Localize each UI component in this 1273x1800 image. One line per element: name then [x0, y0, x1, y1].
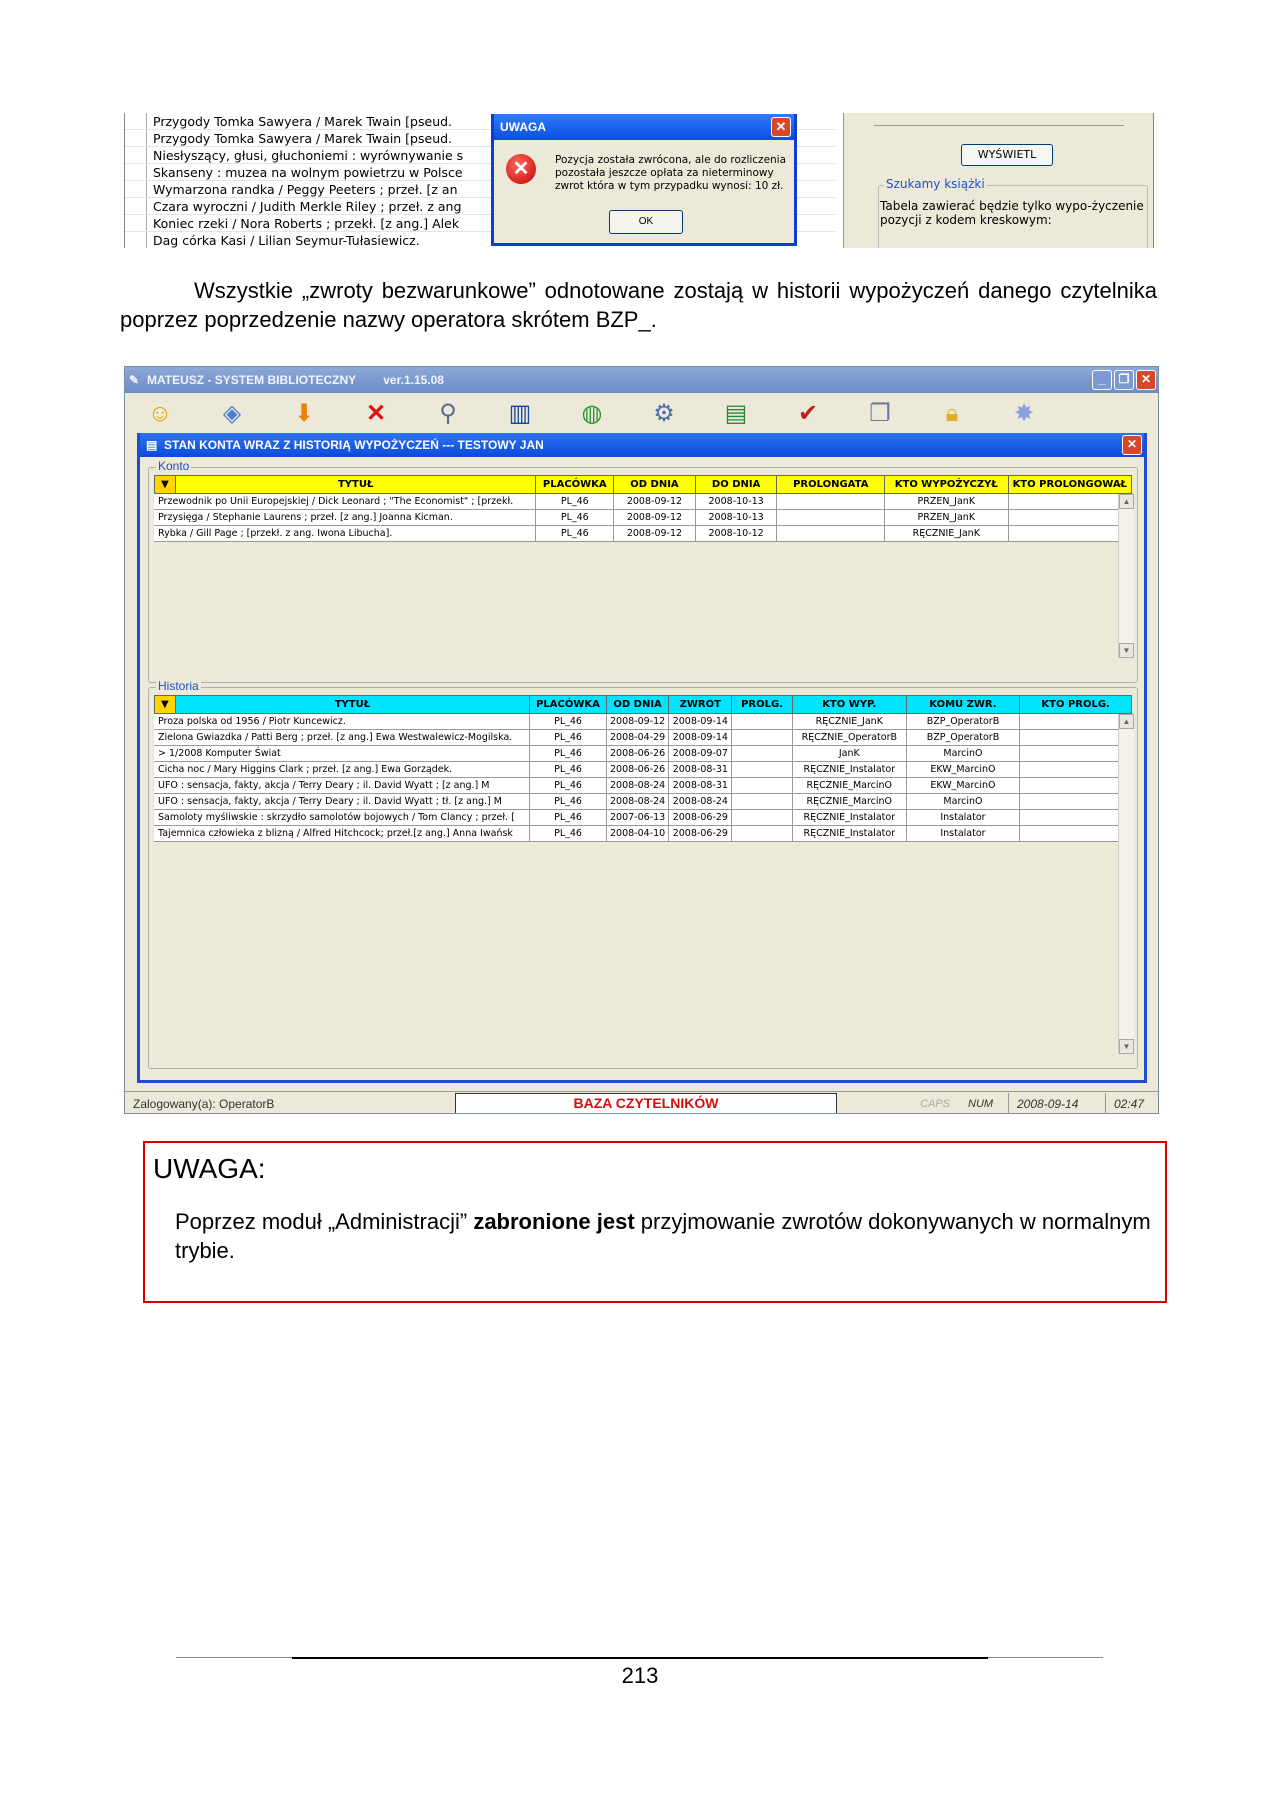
table-cell: 2008-08-24: [669, 794, 732, 810]
column-header[interactable]: TYTUŁ: [176, 695, 531, 714]
table-cell: Przysięga / Stephanie Laurens ; przeł. [z ang.] Joanna Kicman.: [154, 510, 536, 526]
table-cell: 2008-06-26: [607, 746, 670, 762]
list-item[interactable]: [125, 113, 493, 130]
table-cell: 2008-04-29: [607, 730, 670, 746]
lock-icon[interactable]: 🔒︎: [945, 400, 959, 427]
table-cell: [732, 778, 793, 794]
lightbulb-icon[interactable]: ✸: [1013, 400, 1035, 427]
table-header: [154, 695, 1132, 714]
app-title-text: MATEUSZ - SYSTEM BIBLIOTECZNY: [147, 373, 356, 387]
page-number: 213: [621, 1663, 659, 1688]
table-cell: PL_46: [530, 778, 606, 794]
close-icon[interactable]: ✕: [1136, 370, 1156, 390]
table-cell: [732, 794, 793, 810]
list-item-title: Czara wyroczni / Judith Merkle Riley ; przeł. z ang: [153, 199, 462, 214]
table-cell: [777, 494, 885, 510]
dialog-title-text: UWAGA: [500, 120, 546, 134]
list-item[interactable]: [125, 147, 493, 164]
table-cell: BZP_OperatorB: [907, 730, 1021, 746]
num-indicator: NUM: [968, 1098, 994, 1110]
table-cell: [732, 810, 793, 826]
table-cell: 2008-04-10: [607, 826, 670, 842]
logged-user: Zalogowany(a): OperatorB: [133, 1097, 275, 1111]
table-cell: 2008-08-24: [607, 778, 670, 794]
table-cell: [1009, 510, 1133, 526]
table-cell: RĘCZNIE_JanK: [885, 526, 1009, 542]
konto-table: [154, 475, 1132, 675]
table-row[interactable]: [154, 810, 1132, 826]
scroll-down-icon[interactable]: ▼: [1119, 1039, 1134, 1054]
app-titlebar: [125, 367, 1158, 393]
toolbar: [125, 393, 1158, 433]
app-version: ver.1.15.08: [383, 373, 444, 387]
warning-dialog: [491, 114, 797, 246]
table-cell: Cicha noc / Mary Higgins Clark ; przeł. [z ang.] Ewa Gorządek.: [154, 762, 530, 778]
table-cell: 2008-06-29: [669, 826, 732, 842]
dropdown-arrow-icon[interactable]: ▼: [154, 695, 176, 714]
table-cell: [777, 526, 885, 542]
table-cell: 2008-08-24: [607, 794, 670, 810]
book-list: [125, 113, 493, 248]
table-cell: [1020, 778, 1132, 794]
chart-icon[interactable]: ▤: [724, 400, 748, 427]
table-cell: PL_46: [536, 510, 614, 526]
table-cell: PL_46: [536, 494, 614, 510]
search-group-text: Tabela zawierać będzie tylko wypo-życzenie pozycji z kodem kreskowym:: [880, 199, 1144, 227]
table-cell: EKW_MarcinO: [907, 762, 1021, 778]
window-titlebar: [140, 433, 1144, 457]
column-header[interactable]: PLACÓWKA: [536, 475, 614, 494]
table-row[interactable]: [154, 510, 1132, 526]
table-row[interactable]: [154, 794, 1132, 810]
column-header[interactable]: KOMU ZWR.: [907, 695, 1021, 714]
table-cell: Instalator: [907, 810, 1021, 826]
table-row[interactable]: [154, 778, 1132, 794]
list-item-title: Koniec rzeki / Nora Roberts ; przekł. [z ang.] Alek: [153, 216, 460, 231]
table-cell: [732, 730, 793, 746]
column-header[interactable]: PROLONGATA: [777, 475, 885, 494]
table-cell: [732, 714, 793, 730]
table-cell: RĘCZNIE_Instalator: [793, 826, 907, 842]
scroll-down-icon[interactable]: ▼: [1119, 643, 1134, 658]
dropdown-arrow-icon[interactable]: ▼: [154, 475, 176, 494]
globe-icon[interactable]: ◍: [581, 400, 603, 427]
table-cell: 2008-08-31: [669, 762, 732, 778]
table-cell: PL_46: [530, 746, 606, 762]
table-cell: PL_46: [536, 526, 614, 542]
table-cell: PL_46: [530, 714, 606, 730]
search-group-label: Szukamy książki: [886, 177, 985, 191]
book-tag-icon[interactable]: ◈: [222, 400, 242, 427]
table-cell: 2008-09-12: [614, 510, 696, 526]
table-cell: Tajemnica człowieka z blizną / Alfred Hitchcock; przeł.[z ang.] Anna Iwańsk: [154, 826, 530, 842]
table-cell: [1020, 714, 1132, 730]
table-cell: Zielona Gwiazdka / Patti Berg ; przeł. [z ang.] Ewa Westwalewicz-Mogilska.: [154, 730, 530, 746]
table-cell: RĘCZNIE_Instalator: [793, 810, 907, 826]
warning-note: [143, 1141, 1167, 1303]
list-item-title: Niesłyszący, głusi, głuchoniemi : wyrównywanie s: [153, 148, 464, 163]
table-cell: 2008-09-07: [669, 746, 732, 762]
table-cell: 2008-09-12: [614, 526, 696, 542]
table-cell: Proza polska od 1956 / Piotr Kuncewicz.: [154, 714, 530, 730]
dialog-message: Pozycja została zwrócona, ale do rozliczenia pozostała jeszcze opłata za nieterminowy zwrot która w tym przypadku wynosi: 10 zł.: [555, 154, 787, 192]
historia-table: [154, 695, 1132, 845]
column-header[interactable]: KTO PROLG.: [1020, 695, 1132, 714]
table-cell: [1020, 730, 1132, 746]
table-cell: [732, 826, 793, 842]
column-header[interactable]: KTO WYP.: [793, 695, 907, 714]
column-header[interactable]: OD DNIA: [607, 695, 670, 714]
table-cell: PL_46: [530, 826, 606, 842]
table-cell: RĘCZNIE_OperatorB: [793, 730, 907, 746]
table-row[interactable]: [154, 762, 1132, 778]
search-icon[interactable]: ⚲: [439, 400, 457, 427]
table-cell: 2008-06-26: [607, 762, 670, 778]
scroll-up-icon[interactable]: ▲: [1119, 714, 1134, 729]
table-cell: 2008-10-13: [696, 494, 778, 510]
footer-rule-bold: [292, 1657, 988, 1659]
body-paragraph: Wszystkie „zwroty bezwarunkowe” odnotowane zostają w historii wypożyczeń danego czytelnika poprzez poprzedzenie nazwy operatora skrótem BZP_.: [120, 278, 1157, 332]
app-icon: ✎: [129, 373, 140, 387]
table-cell: 2008-09-14: [669, 730, 732, 746]
table-cell: 2008-06-29: [669, 810, 732, 826]
table-cell: RĘCZNIE_MarcinO: [793, 778, 907, 794]
list-item[interactable]: [125, 215, 493, 232]
historia-scrollbar[interactable]: [1118, 714, 1134, 1054]
list-item-title: Wymarzona randka / Peggy Peeters ; przeł. [z an: [153, 182, 458, 197]
minimize-icon[interactable]: _: [1092, 370, 1112, 390]
table-cell: JanK: [793, 746, 907, 762]
caps-indicator: CAPS: [920, 1098, 950, 1110]
delete-icon[interactable]: ✕: [365, 400, 387, 427]
smiley-icon[interactable]: ☺: [147, 400, 173, 427]
table-cell: EKW_MarcinO: [907, 778, 1021, 794]
column-header[interactable]: PROLG.: [732, 695, 793, 714]
table-cell: [777, 510, 885, 526]
list-item-title: Skanseny : muzea na wolnym powietrzu w Polsce: [153, 165, 463, 180]
column-header[interactable]: KTO PROLONGOWAŁ: [1009, 475, 1133, 494]
table-row[interactable]: [154, 526, 1132, 542]
table-cell: [732, 762, 793, 778]
down-arrow-icon[interactable]: ⬇: [293, 400, 315, 427]
list-column-extra: [797, 113, 835, 248]
table-cell: [1020, 762, 1132, 778]
table-cell: 2007-06-13: [607, 810, 670, 826]
account-history-window: [137, 433, 1147, 1083]
column-header[interactable]: TYTUŁ: [176, 475, 537, 494]
error-icon: ✕: [506, 154, 536, 184]
table-cell: Instalator: [907, 826, 1021, 842]
column-header[interactable]: ZWROT: [669, 695, 732, 714]
wyswietl-button[interactable]: WYŚWIETL: [961, 144, 1053, 166]
note-body: [175, 1207, 1165, 1265]
note-text-after: przyjmowanie zwrotów dokonywanych w normalnym trybie.: [175, 1209, 1151, 1263]
table-cell: RĘCZNIE_Instalator: [793, 762, 907, 778]
table-cell: [1020, 794, 1132, 810]
note-heading: UWAGA:: [153, 1153, 266, 1184]
ok-button[interactable]: OK: [609, 210, 683, 234]
window-title-text: STAN KONTA WRAZ Z HISTORIĄ WYPOŻYCZEŃ --- TESTOWY JAN: [164, 438, 544, 452]
table-cell: UFO : sensacja, fakty, akcja / Terry Deary ; il. David Wyatt ; tł. [z ang.] M: [154, 794, 530, 810]
document-icon: ▤: [146, 438, 158, 452]
list-item[interactable]: [125, 130, 493, 147]
table-row[interactable]: [154, 746, 1132, 762]
column-header[interactable]: KTO WYPOŻYCZYŁ: [885, 475, 1009, 494]
database-name: BAZA CZYTELNIKÓW: [455, 1093, 837, 1114]
dialog-close-icon[interactable]: ✕: [771, 117, 791, 137]
column-header[interactable]: PLACÓWKA: [530, 695, 606, 714]
table-header: [154, 475, 1132, 494]
table-cell: 2008-10-12: [696, 526, 778, 542]
table-cell: PL_46: [530, 794, 606, 810]
table-cell: PRZEN_JanK: [885, 510, 1009, 526]
table-cell: [1009, 494, 1133, 510]
status-date: 2008-09-14: [1008, 1093, 1104, 1114]
table-cell: PL_46: [530, 762, 606, 778]
table-cell: [1020, 826, 1132, 842]
table-cell: 2008-08-31: [669, 778, 732, 794]
table-cell: Samoloty myśliwskie : skrzydło samolotów bojowych / Tom Clancy ; przeł. [: [154, 810, 530, 826]
table-cell: UFO : sensacja, fakty, akcja / Terry Deary ; il. David Wyatt ; [z ang.] M: [154, 778, 530, 794]
column-header[interactable]: DO DNIA: [696, 475, 778, 494]
table-row[interactable]: [154, 730, 1132, 746]
table-cell: 2008-10-13: [696, 510, 778, 526]
konto-label: Konto: [158, 459, 190, 473]
list-item[interactable]: [125, 164, 493, 181]
documents-icon[interactable]: ❐: [869, 400, 891, 427]
table-cell: BZP_OperatorB: [907, 714, 1021, 730]
right-panel: [843, 113, 1154, 248]
list-item-title: Przygody Tomka Sawyera / Marek Twain [pseud.: [153, 131, 453, 146]
column-header[interactable]: OD DNIA: [614, 475, 696, 494]
list-item[interactable]: [125, 198, 493, 215]
konto-scrollbar[interactable]: [1118, 494, 1134, 658]
calendar-check-icon[interactable]: ✔: [797, 400, 819, 427]
list-item[interactable]: [125, 181, 493, 198]
table-cell: [1020, 746, 1132, 762]
table-cell: 2008-09-12: [607, 714, 670, 730]
gears-icon[interactable]: ⚙: [653, 400, 675, 427]
table-cell: [1009, 526, 1133, 542]
restore-icon[interactable]: ❐: [1114, 370, 1134, 390]
table-row[interactable]: [154, 714, 1132, 730]
table-cell: PL_46: [530, 730, 606, 746]
status-bar: [125, 1091, 1158, 1114]
table-cell: RĘCZNIE_JanK: [793, 714, 907, 730]
table-cell: [732, 746, 793, 762]
table-cell: 2008-09-14: [669, 714, 732, 730]
table-cell: MarcinO: [907, 746, 1021, 762]
table-cell: MarcinO: [907, 794, 1021, 810]
dialog-title: [494, 114, 794, 140]
list-item-title: Przygody Tomka Sawyera / Marek Twain [pseud.: [153, 114, 453, 129]
table-cell: [1020, 810, 1132, 826]
table-row[interactable]: [154, 494, 1132, 510]
scroll-up-icon[interactable]: ▲: [1119, 494, 1134, 509]
table-cell: 2008-09-12: [614, 494, 696, 510]
window-close-icon[interactable]: ✕: [1122, 435, 1142, 455]
table-cell: Rybka / Gill Page ; [przekł. z ang. Iwona Libucha].: [154, 526, 536, 542]
table-cell: > 1/2008 Komputer Świat: [154, 746, 530, 762]
table-cell: PL_46: [530, 810, 606, 826]
note-text-bold: zabronione jest: [473, 1209, 635, 1234]
historia-label: Historia: [158, 679, 199, 693]
note-text-before: Poprzez moduł „Administracji”: [175, 1209, 474, 1234]
list-item[interactable]: [125, 232, 493, 248]
table-row[interactable]: [154, 826, 1132, 842]
table-cell: RĘCZNIE_MarcinO: [793, 794, 907, 810]
list-item-title: Dag córka Kasi / Lilian Seymur-Tułasiewicz.: [153, 233, 420, 248]
app-window: [124, 366, 1159, 1114]
screenshot-return-dialog: [124, 113, 1154, 248]
table-cell: Przewodnik po Unii Europejskiej / Dick Leonard ; "The Economist" ; [przekł.: [154, 494, 536, 510]
status-time: 02:47: [1105, 1093, 1159, 1114]
table-cell: PRZEN_JanK: [885, 494, 1009, 510]
books-icon[interactable]: ▥: [508, 400, 532, 427]
